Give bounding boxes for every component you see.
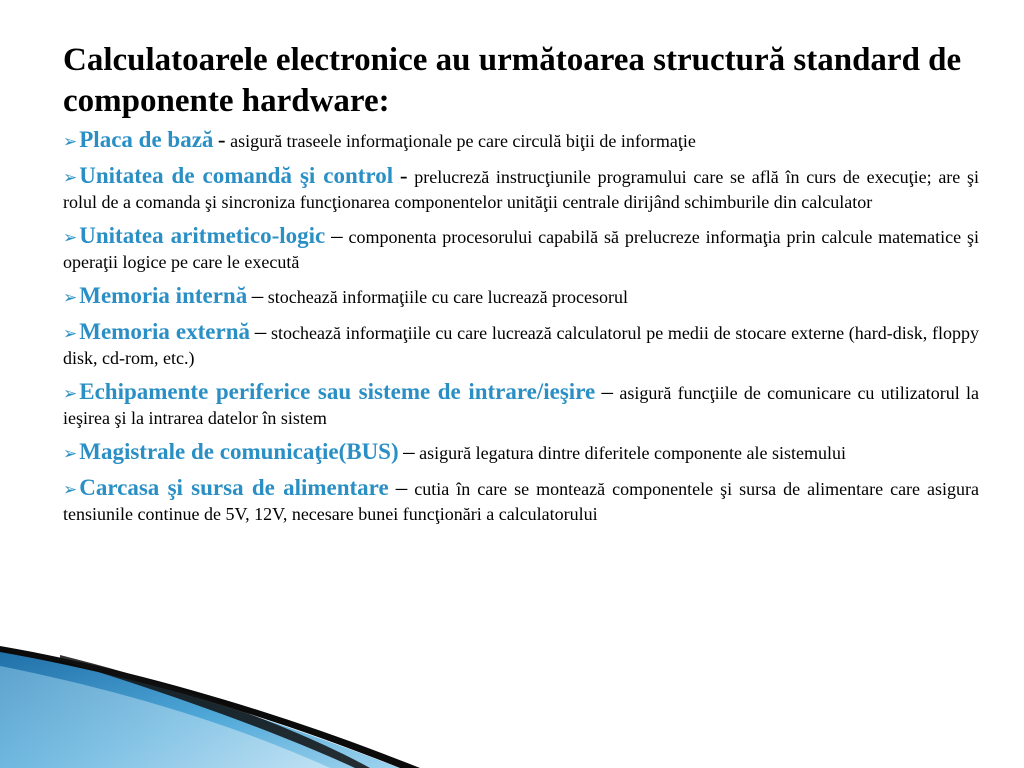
list-item [63,476,979,526]
arrow-bullet-icon: ➢ [63,228,78,248]
item-description: prelucreză instrucţiunile programului care se află în curs de execuţie; are şi rolul de a comanda şi sincroniza funcţionarea componentelor unităţii centrale dirijând schimburile din calculator [63,167,980,212]
item-separator: – [331,223,343,248]
item-term: Memoria externă [79,319,250,344]
arrow-bullet-icon: ➢ [63,132,78,152]
arrow-bullet-icon: ➢ [63,324,78,344]
item-separator: – [403,439,415,464]
item-term: Carcasa şi sursa de alimentare [79,475,389,500]
item-term: Memoria internă [79,283,248,308]
list-item [63,320,979,370]
arrow-bullet-icon: ➢ [63,384,78,404]
item-description: asigură traseele informaţionale pe care circulă biţii de informaţie [230,131,696,151]
item-term: Magistrale de comunicaţie(BUS) [79,439,399,464]
item-separator: – [251,283,264,308]
item-term: Unitatea de comandă şi control [79,163,394,188]
item-description: asigură legatura dintre diferitele componente ale sistemului [419,443,846,463]
item-description: asigură funcţiile de comunicare cu utilizatorul la ieşirea şi la intrarea datelor în sistem [63,383,980,428]
item-separator: – [395,475,408,500]
list-item [63,128,979,154]
item-separator: – [254,319,267,344]
list-item [63,224,979,274]
arrow-bullet-icon: ➢ [63,168,78,188]
arrow-bullet-icon: ➢ [63,480,78,500]
list-item [63,380,979,430]
item-separator: - [399,163,408,188]
item-separator: – [601,379,614,404]
component-list [63,128,979,526]
slide-content [63,40,979,536]
item-description: stochează informaţiile cu care lucrează calculatorul pe medii de stocare externe (hard-disk, floppy disk, cd-rom, etc.) [63,323,980,368]
item-term: Echipamente periferice sau sisteme de intrare/ieşire [79,379,596,404]
item-term: Placa de bază [79,127,214,152]
list-item [63,164,979,214]
item-description: componenta procesorului capabilă să prelucreze informaţia prin calcule matematice şi operaţii logice pe care le execută [63,227,979,272]
slide-heading: Calculatoarele electronice au următoarea structură standard de componente hardware: [63,42,962,119]
item-description: cutia în care se montează componentele şi sursa de alimentare care asigura tensiunile continue de 5V, 12V, necesare bunei funcţionări a calculatorului [63,479,980,524]
list-item [63,284,979,310]
arrow-bullet-icon: ➢ [63,288,78,308]
list-item [63,440,979,466]
item-description: stochează informaţiile cu care lucrează procesorul [267,287,629,307]
arrow-bullet-icon: ➢ [63,444,78,464]
item-term: Unitatea aritmetico-logic [79,223,326,248]
item-separator: - [217,127,226,152]
